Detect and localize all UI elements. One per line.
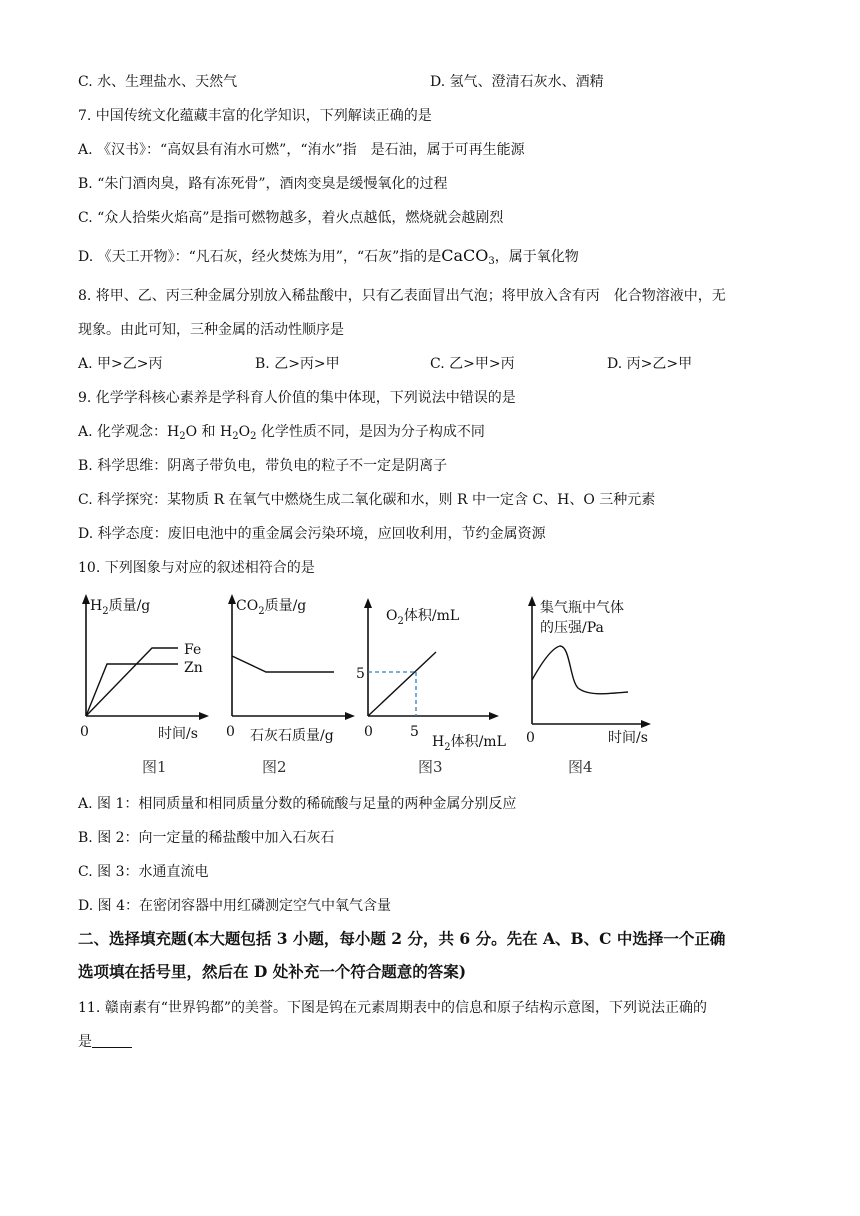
q8-stem-line1: 8. 将甲、乙、丙三种金属分别放入稀盐酸中，只有乙表面冒出气泡；将甲放入含有丙 化合物溶液中，无 [78,288,726,304]
fig3-x-label: $H_2$体积/mL [432,734,506,753]
figure-1 [72,592,222,786]
fig1-y-label: $H_2$质量/g [90,598,151,617]
fig3-y-tick-5: 5 [356,666,365,682]
fig1-x-arrow [199,712,209,720]
fig3-curve [368,652,436,716]
fig4-curve [532,646,628,694]
q8-stem-line2: 现象。由此可知，三种金属的活动性顺序是 [78,322,344,338]
q8-option-d: D. 丙>乙>甲 [607,356,693,372]
q10-option-d: D. 图 4：在密闭容器中用红磷测定空气中氧气含量 [78,898,391,914]
figure-1-graph [72,592,222,782]
figure-3 [356,592,526,786]
h2o2-subscript-h: 2 [232,431,239,442]
q7-stem: 7. 中国传统文化蕴藏丰富的化学知识，下列解读正确的是 [78,108,432,124]
q6-option-d: D. 氢气、澄清石灰水、酒精 [430,74,604,90]
fig3-x-tick-5: 5 [410,724,419,740]
q11-stem-line1: 11. 赣南素有“世界钨都”的美誉。下图是钨在元素周期表中的信息和原子结构示意图，下列说法正确的 [78,1000,708,1016]
fig4-y-arrow [528,596,536,606]
q7-option-d [78,246,579,272]
q9-option-a-text: A. 化学观念：H [78,424,180,440]
q7-option-d-tail: ，属于氧化物 [494,249,579,265]
q9-option-c: C. 科学探究：某物质 R 在氧气中燃烧生成二氧化碳和水，则 R 中一定含 C、H、O 三种元素 [78,492,656,508]
q10-option-a: A. 图 1：相同质量和相同质量分数的稀硫酸与足量的两种金属分别反应 [78,796,517,812]
fig4-origin: 0 [526,730,535,746]
fig1-curve-zn [86,664,178,716]
fig3-origin: 0 [364,724,373,740]
fig1-label-zn: Zn [184,660,203,676]
figure-4-graph [518,592,668,782]
fig3-y-arrow [364,598,372,608]
section2-title-line1: 二、选择填充题(本大题包括 3 小题，每小题 2 分，共 6 分。先在 A、B、C 中选择一个正确 [78,929,726,948]
fig2-origin: 0 [226,724,235,740]
q9-option-b: B. 科学思维：阴离子带负电，带负电的粒子不一定是阴离子 [78,458,448,474]
fig1-origin: 0 [80,724,89,740]
fig4-x-label: 时间/s [608,730,648,746]
q8-option-b: B. 乙>丙>甲 [255,356,340,372]
fig1-y-arrow [82,594,90,604]
fig2-y-arrow [228,594,236,604]
h2o-subscript: 2 [179,431,186,442]
fig1-label-fe: Fe [184,642,202,658]
fig1-x-label: 时间/s [158,726,198,742]
q6-option-c: C. 水、生理盐水、天然气 [78,74,238,90]
q7-option-b: B. “朱门酒肉臭，路有冻死骨”，酒肉变臭是缓慢氧化的过程 [78,176,448,192]
q9-option-a [78,422,485,447]
figure-2 [218,592,368,786]
q8-option-c: C. 乙>甲>丙 [430,356,515,372]
fig3-caption: 图3 [418,758,443,776]
figure-2-graph [218,592,368,782]
fig2-x-label: 石灰石质量/g [250,728,334,744]
q9-option-d: D. 科学态度：废旧电池中的重金属会污染环境，应回收利用，节约金属资源 [78,526,546,542]
h2o2-subscript-o: 2 [250,431,257,442]
fig3-x-arrow [489,712,499,720]
fig2-curve [232,656,334,672]
fig4-caption: 图4 [568,758,593,776]
fig2-y-label: $CO_2$质量/g [236,598,307,617]
q9-option-a-mid2: O [238,424,251,440]
q9-option-a-mid1: O 和 H [185,424,233,440]
figure-4 [518,592,668,786]
q7-option-c: C. “众人拾柴火焰高”是指可燃物越多，着火点越低，燃烧就会越剧烈 [78,210,504,226]
q11-stem-line2-text: 是 [78,1034,92,1050]
fig4-x-arrow [641,720,651,728]
fig4-y-label-line1: 集气瓶中气体 [540,600,624,616]
fig2-x-arrow [345,712,355,720]
q9-stem: 9. 化学学科核心素养是学科育人价值的集中体现，下列说法中错误的是 [78,390,516,406]
fig3-y-label: $O_2$体积/mL [386,608,460,627]
q7-option-a: A. 《汉书》：“高奴县有洧水可燃”，“洧水”指 是石油，属于可再生能源 [78,142,525,158]
q11-stem-line2 [78,1032,132,1052]
q7-option-d-text: D. 《天工开物》：“凡石灰，经火焚炼为用”，“石灰”指的是 [78,249,442,265]
q9-option-a-tail: 化学性质不同，是因为分子构成不同 [256,424,485,440]
fig1-caption: 图1 [142,758,167,776]
section2-title-line2: 选项填在括号里，然后在 D 处补充一个符合题意的答案) [78,962,467,981]
q10-stem: 10. 下列图象与对应的叙述相符合的是 [78,560,315,576]
caco3-subscript: 3 [488,256,495,267]
fig2-caption: 图2 [262,758,287,776]
q10-option-c: C. 图 3：水通直流电 [78,864,209,880]
caco3-formula: CaCO [441,246,489,265]
q11-answer-blank[interactable] [92,1033,132,1048]
fig4-y-label-line2: 的压强/Pa [540,620,604,636]
q10-option-b: B. 图 2：向一定量的稀盐酸中加入石灰石 [78,830,335,846]
figure-3-graph [356,592,526,782]
q8-option-a: A. 甲>乙>丙 [78,356,163,372]
